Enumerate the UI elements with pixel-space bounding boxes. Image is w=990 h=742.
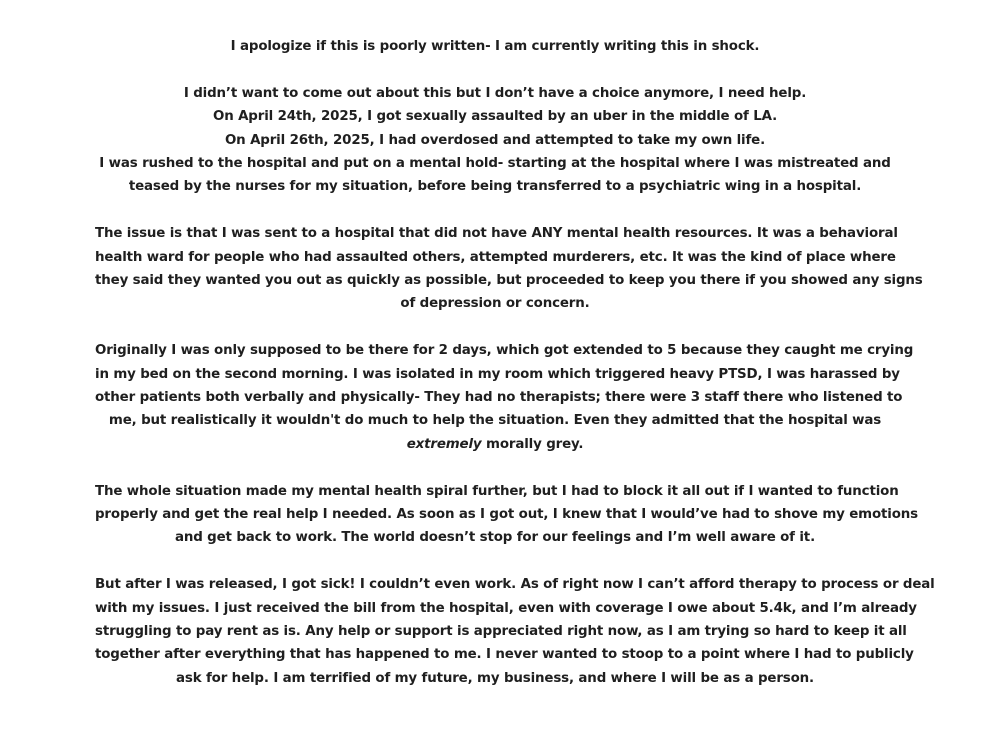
text-line: teased by the nurses for my situation, before being transferred to a psychiatric wing in a hospital. (128, 179, 862, 195)
paragraph-stay (95, 339, 914, 456)
text-line: Originally I was only supposed to be there for 2 days, which got extended to 5 because they caught me crying (95, 343, 914, 359)
text-line: health ward for people who had assaulted others, attempted murderers, etc. It was the kind of place where (95, 249, 896, 265)
text-line (95, 433, 895, 456)
text-line: I was rushed to the hospital and put on a mental hold- starting at the hospital where I was mistreated and (99, 156, 891, 172)
text-line: The whole situation made my mental health spiral further, but I had to block it all out if I wanted to function (95, 483, 899, 499)
text-line: and get back to work. The world doesn’t stop for our feelings and I’m well aware of it. (174, 530, 816, 546)
paragraph-aftermath (95, 480, 918, 550)
text-line: On April 26th, 2025, I had overdosed and attempted to take my own life. (224, 132, 766, 148)
text-line: they said they wanted you out as quickly as possible, but proceeded to keep you there if you showed any signs (95, 273, 923, 289)
emphasis-text: extremely (406, 436, 482, 452)
text-line: other patients both verbally and physically- They had no therapists; there were 3 staff there who listened to (95, 390, 903, 406)
text-line: together after everything that has happened to me. I never wanted to stoop to a point where I had to publicly (95, 647, 914, 663)
text-line: with my issues. I just received the bill from the hospital, even with coverage I owe about 5.4k, and I’m already (95, 600, 917, 616)
text-line: me, but realistically it wouldn't do much to help the situation. Even they admitted that the hospital was (108, 413, 882, 429)
text-line: I apologize if this is poorly written- I am currently writing this in shock. (230, 39, 760, 54)
text-line: The issue is that I was sent to a hospital that did not have ANY mental health resources. It was a behavioral (95, 226, 898, 242)
paragraph-apology (95, 35, 895, 58)
text-line: struggling to pay rent as is. Any help or support is appreciated right now, as I am trying so hard to keep it all (95, 624, 907, 640)
text-line: But after I was released, I got sick! I couldn’t even work. As of right now I can’t afford therapy to process or deal (95, 577, 935, 593)
text-line: in my bed on the second morning. I was isolated in my room which triggered heavy PTSD, I was harassed by (95, 366, 900, 382)
paragraph-incident (95, 82, 895, 199)
text-line: I didn’t want to come out about this but I don’t have a choice anymore, I need help. (183, 85, 807, 101)
text-line: properly and get the real help I needed. As soon as I got out, I knew that I would’ve had to shove my emotions (95, 507, 918, 523)
text-line: ask for help. I am terrified of my future, my business, and where I will be as a person. (176, 670, 814, 686)
text-fragment: morally grey. (481, 436, 584, 452)
text-line: of depression or concern. (400, 296, 590, 312)
paragraph-request-help (95, 573, 935, 690)
text-line: On April 24th, 2025, I got sexually assaulted by an uber in the middle of LA. (212, 109, 778, 125)
paragraph-hospital-issue (95, 222, 923, 316)
